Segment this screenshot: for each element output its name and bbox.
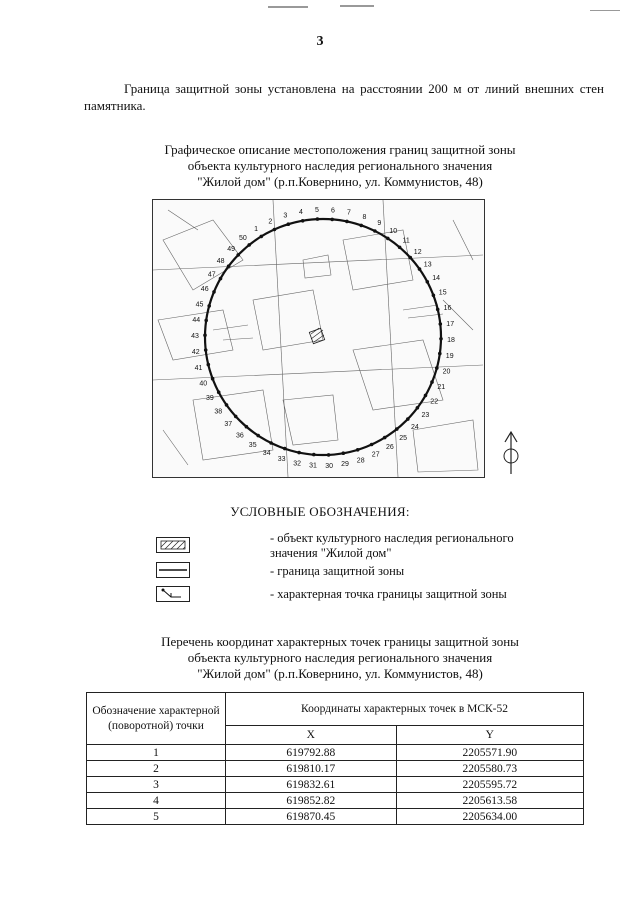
col-point-header: Обозначение характерной (поворотной) точки: [87, 693, 226, 745]
boundary-point-label: 25: [399, 434, 407, 442]
boundary-point: [416, 406, 420, 410]
boundary-point-label: 40: [199, 380, 208, 388]
boundary-point-label: 19: [445, 353, 454, 360]
boundary-point: [430, 380, 434, 384]
page-number: 3: [316, 34, 324, 49]
boundary-point-label: 18: [447, 337, 455, 344]
legend-point-label: - характерная точка границы защитной зоны: [270, 587, 507, 601]
zone-map-drawing: [153, 200, 484, 477]
boundary-point: [359, 224, 363, 228]
protection-zone-boundary: [205, 219, 441, 455]
boundary-point-label: 41: [194, 364, 203, 372]
boundary-point: [203, 333, 207, 337]
boundary-point-label: 46: [200, 286, 209, 293]
graphic-caption-line1: Графическое описание местоположения границ защитной зоны: [164, 142, 516, 157]
col-x-header: X: [226, 726, 397, 745]
boundary-point-label: 47: [207, 271, 216, 279]
boundary-point: [370, 443, 374, 447]
boundary-point: [327, 453, 331, 457]
boundary-point: [269, 441, 273, 445]
boundary-point: [256, 434, 260, 438]
legend-object-swatch: [156, 537, 190, 553]
boundary-point: [301, 219, 305, 223]
boundary-point-label: 31: [309, 462, 317, 470]
point-number: 5: [87, 809, 226, 825]
boundary-point-label: 36: [236, 432, 244, 440]
boundary-point: [438, 352, 442, 356]
coord-y: 2205571.90: [396, 745, 583, 761]
boundary-point-label: 22: [430, 398, 439, 406]
legend-title: УСЛОВНЫЕ ОБОЗНАЧЕНИЯ:: [230, 504, 410, 519]
table-row: [87, 793, 584, 809]
table-caption-line1: Перечень координат характерных точек границы защитной зоны: [161, 634, 519, 649]
boundary-point-label: 28: [356, 457, 365, 465]
boundary-point: [386, 237, 390, 241]
table-row: [87, 761, 584, 777]
boundary-point-label: 43: [191, 333, 199, 340]
boundary-point: [273, 228, 277, 232]
boundary-point: [424, 394, 428, 398]
heritage-object-hatched: [309, 328, 324, 344]
boundary-point-label: 17: [446, 320, 455, 328]
background-plan-lines: [153, 200, 483, 477]
col-y-header: Y: [396, 726, 583, 745]
boundary-point: [398, 246, 402, 250]
boundary-point: [287, 222, 291, 226]
boundary-point-label: 2: [268, 218, 273, 226]
boundary-point-label: 49: [227, 245, 235, 253]
boundary-point: [395, 427, 399, 431]
boundary-point: [236, 253, 240, 257]
boundary-point: [312, 453, 316, 457]
boundary-point-label: 37: [224, 421, 233, 429]
boundary-point-label: 35: [248, 442, 257, 449]
coord-x: 619870.45: [226, 809, 397, 825]
point-number: 1: [87, 745, 226, 761]
boundary-point: [207, 304, 211, 308]
boundary-point-label: 5: [314, 207, 319, 215]
boundary-point: [330, 218, 334, 222]
coord-x: 619792.88: [226, 745, 397, 761]
boundary-point: [283, 447, 287, 451]
boundary-point: [383, 436, 387, 440]
boundary-point: [373, 229, 377, 233]
boundary-point: [426, 280, 430, 284]
boundary-point-label: 45: [195, 301, 204, 309]
boundary-point-label: 30: [325, 462, 333, 470]
boundary-point: [418, 267, 422, 271]
boundary-point-label: 9: [377, 220, 382, 227]
col-coords-group-header: Координаты характерных точек в МСК-52: [226, 693, 584, 726]
boundary-point: [234, 415, 238, 419]
boundary-point: [225, 403, 229, 407]
boundary-point-label: 7: [346, 209, 351, 217]
boundary-point-label: 32: [293, 460, 301, 468]
boundary-point-label: 3: [283, 212, 288, 220]
boundary-point: [297, 451, 301, 455]
coord-y: 2205613.58: [396, 793, 583, 809]
boundary-point: [432, 294, 436, 298]
boundary-point: [219, 277, 223, 281]
north-arrow-icon: [500, 430, 522, 476]
boundary-point-label: 13: [423, 261, 432, 269]
boundary-point: [406, 417, 410, 421]
boundary-point-label: 44: [192, 317, 201, 324]
boundary-point-label: 39: [206, 394, 214, 402]
boundary-point-label: 26: [386, 444, 394, 452]
boundary-point-label: 1: [254, 225, 259, 233]
boundary-point: [356, 448, 360, 452]
legend-boundary-swatch: [156, 562, 190, 578]
legend-object-label-1: - объект культурного наследия регионального: [270, 531, 514, 545]
boundary-point-label: 24: [411, 424, 419, 432]
boundary-point: [439, 337, 443, 341]
boundary-point-label: 38: [214, 408, 223, 416]
boundary-point: [247, 243, 251, 247]
coord-x: 619810.17: [226, 761, 397, 777]
boundary-point: [227, 264, 231, 268]
coord-x: 619852.82: [226, 793, 397, 809]
boundary-point: [436, 308, 440, 312]
boundary-point-label: 20: [442, 368, 451, 376]
graphic-caption-line2: объекта культурного наследия регионального значения: [187, 158, 493, 173]
table-row: [87, 809, 584, 825]
boundary-point-label: 21: [437, 384, 446, 391]
boundary-point-label: 11: [402, 237, 410, 245]
boundary-point: [217, 390, 221, 394]
coord-x: 619832.61: [226, 777, 397, 793]
boundary-point-label: 27: [371, 451, 380, 459]
coord-y: 2205595.72: [396, 777, 583, 793]
boundary-point: [204, 348, 208, 352]
boundary-point: [204, 319, 208, 323]
boundary-point: [439, 322, 443, 326]
boundary-point: [212, 290, 216, 294]
hatch-icon: [157, 538, 189, 552]
table-caption-line2: объекта культурного наследия регионального значения: [187, 650, 493, 665]
boundary-point-label: 16: [443, 305, 452, 313]
coordinates-table: [86, 692, 584, 825]
legend-object-label-2: значения "Жилой дом": [270, 546, 392, 560]
scan-noise: [340, 5, 374, 7]
boundary-point-label: 12: [413, 248, 422, 256]
boundary-point: [342, 451, 346, 455]
point-number: 4: [87, 793, 226, 809]
coord-y: 2205634.00: [396, 809, 583, 825]
boundary-point-label: 14: [432, 275, 440, 283]
boundary-point-label: 50: [239, 235, 247, 243]
boundary-point-label: 6: [331, 207, 335, 215]
boundary-line-icon: [157, 563, 189, 577]
coord-y: 2205580.73: [396, 761, 583, 777]
boundary-point: [211, 377, 215, 381]
boundary-point-label: 33: [277, 456, 286, 464]
zone-map: [152, 199, 485, 478]
scan-noise: [268, 6, 308, 8]
boundary-paragraph: Граница защитной зоны установлена на расстоянии 200 м от линий внешних стен памятника.: [84, 81, 604, 113]
point-number: 3: [87, 777, 226, 793]
point-number: 2: [87, 761, 226, 777]
boundary-point: [316, 217, 320, 221]
boundary-point-label: 10: [389, 228, 398, 235]
boundary-point-label: 34: [262, 450, 271, 457]
boundary-point-label: 15: [438, 289, 447, 297]
boundary-point: [435, 366, 439, 370]
boundary-point-label: 8: [362, 213, 367, 221]
boundary-point: [345, 220, 349, 224]
boundary-point-label: 42: [191, 349, 200, 357]
boundary-point-label: 48: [216, 258, 225, 266]
boundary-point: [207, 363, 211, 367]
table-row: [87, 745, 584, 761]
boundary-point-label: 4: [299, 208, 303, 216]
boundary-point: [409, 256, 413, 260]
table-caption-line3: "Жилой дом" (р.п.Ковернино, ул. Коммунистов, 48): [197, 666, 483, 681]
legend-point-swatch: [156, 586, 190, 602]
boundary-point-label: 29: [341, 461, 349, 469]
boundary-point: [245, 425, 249, 429]
table-row: [87, 777, 584, 793]
graphic-caption-line3: "Жилой дом" (р.п.Ковернино, ул. Коммунистов, 48): [197, 174, 483, 189]
boundary-point: [260, 235, 264, 239]
legend-boundary-label: - граница защитной зоны: [270, 564, 405, 578]
point-marker-icon: [157, 587, 189, 601]
scan-noise: [590, 10, 620, 11]
boundary-point-label: 23: [421, 411, 430, 419]
